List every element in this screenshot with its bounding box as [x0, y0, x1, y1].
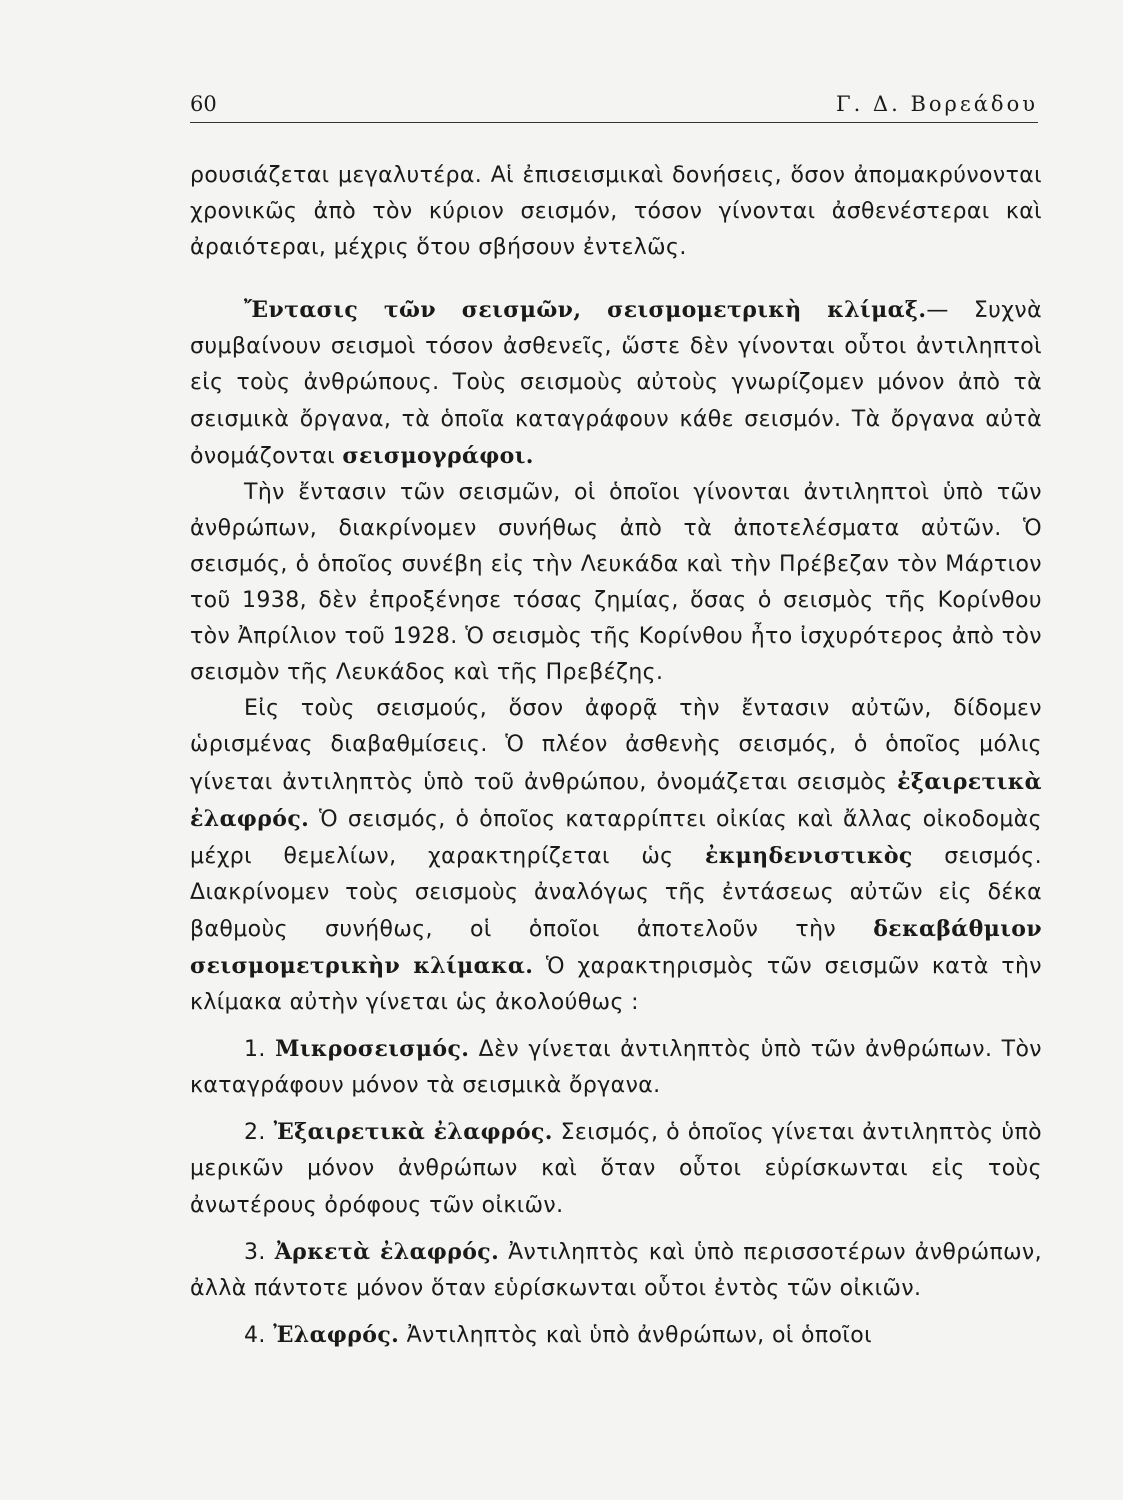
- text-run: Ὁ χαρακτηρισμὸς τῶν σεισμῶν κατὰ τὴν κλίμακα αὐτὴν γίνεται ὡς ἀκολούθως :: [190, 953, 1042, 1016]
- text-run: 1.: [244, 1037, 276, 1063]
- text-run: 4.: [244, 1322, 274, 1348]
- list-item: [190, 1114, 1042, 1223]
- text-run: Τὴν ἔντασιν τῶν σεισμῶν, οἱ ὁποῖοι γίνονται ἀντιληπτοὶ ὑπὸ τῶν ἀνθρώπων, διακρίνομεν συνήθως ἀπὸ τὰ ἀποτελέσματα αὐτῶν. Ὁ σεισμός, ὁ ὁποῖος συνέβη εἰς τὴν Λευκάδα καὶ τὴν Πρέβεζαν τὸν Μάρτιον τοῦ 1938, δὲν ἐπροξένησε τόσας ζημίας, ὅσας ὁ σεισμὸς τῆς Κορίνθου τὸν Ἀπρίλιον τοῦ 1928. Ὁ σεισμὸς τῆς Κορίνθου ἦτο ἰσχυρότερος ἀπὸ τὸν σεισμὸν τῆς Λευκάδος καὶ τῆς Πρεβέζης.: [190, 479, 1042, 686]
- paragraph: [190, 691, 1042, 1021]
- running-title: Γ. Δ. Βορεάδου: [836, 92, 1038, 116]
- text-run: — Συχνὰ συμβαίνουν σεισμοὶ τόσον ἀσθενεῖς, ὥστε δὲν γίνονται οὗτοι ἀντιληπτοὶ εἰς τοὺς ἀνθρώπους. Τοὺς σεισμοὺς αὐτοὺς γνωρίζομεν μόνον ἀπὸ τὰ σεισμικὰ ὄργανα, τὰ ὁποῖα καταγράφουν κάθε σεισμόν. Τὰ ὄργανα αὐτὰ ὀνομάζονται: [190, 298, 1042, 469]
- bold-text-run: σεισμογράφοι.: [342, 442, 534, 469]
- text-run: 2.: [244, 1120, 274, 1146]
- bold-text-run: Ἐξαιρετικὰ ἐλαφρός.: [273, 1119, 553, 1146]
- bold-text-run: Ἀρκετὰ ἐλαφρός.: [274, 1238, 500, 1265]
- page-body: [190, 158, 1042, 1354]
- paragraph: [190, 475, 1042, 692]
- page-header: [190, 92, 1038, 123]
- bold-text-run: Μικροσεισμός.: [275, 1036, 470, 1063]
- bold-text-run: Ἐλαφρός.: [273, 1321, 400, 1348]
- list-item: [190, 1234, 1042, 1307]
- text-run: Δὲν γίνεται ἀντιληπτὸς ὑπὸ τῶν ἀνθρώπων. Τὸν καταγράφουν μόνον τὰ σεισμικὰ ὄργανα.: [190, 1037, 1042, 1099]
- bold-text-run: Ἔντασις τῶν σεισμῶν, σεισμομετρικὴ κλίμαξ.: [244, 297, 927, 324]
- text-run: Εἰς τοὺς σεισμούς, ὅσον ἀφορᾷ τὴν ἔντασιν αὐτῶν, δίδομεν ὡρισμένας διαβαθμίσεις. Ὁ πλέον ἀσθενὴς σεισμός, ὁ ὁποῖος μόλις γίνεται ἀντιληπτὸς ὑπὸ τοῦ ἀνθρώπου, ὀνομάζεται σεισμὸς: [190, 696, 1042, 795]
- text-run: Ὁ σεισμός, ὁ ὁποῖος καταρρίπτει οἰκίας καὶ ἄλλας οἰκοδομὰς μέχρι θεμελίων, χαρακτηρίζεται ὡς: [190, 806, 1042, 869]
- text-run: Ἀντιληπτὸς καὶ ὑπὸ περισσοτέρων ἀνθρώπων, ἀλλὰ πάντοτε μόνον ὅταν εὑρίσκωνται οὗτοι ἐντὸς τῶν οἰκιῶν.: [190, 1239, 1042, 1301]
- bold-text-run: ἐξαιρετικὰ ἐλαφρός.: [190, 768, 1042, 832]
- bold-text-run: ἐκμηδενιστικὸς: [704, 842, 913, 869]
- list-item: [190, 1031, 1042, 1104]
- section-heading-paragraph: [190, 292, 1042, 474]
- list-item: [190, 1317, 1042, 1354]
- paragraph: [190, 158, 1042, 266]
- text-run: ρουσιάζεται μεγαλυτέρα. Αἱ ἐπισεισμικαὶ δονήσεις, ὅσον ἀπομακρύνονται χρονικῶς ἀπὸ τὸν κύριον σεισμόν, τόσον γίνονται ἀσθενέστεραι καὶ ἀραιότεραι, μέχρις ὅτου σβήσουν ἐντελῶς.: [190, 163, 1042, 261]
- text-run: σεισμός. Διακρίνομεν τοὺς σεισμοὺς ἀναλόγως τῆς ἐντάσεως αὐτῶν εἰς δέκα βαθμοὺς συνήθως, οἱ ὁποῖοι ἀποτελοῦν τὴν: [190, 843, 1042, 942]
- text-run: Σεισμός, ὁ ὁποῖος γίνεται ἀντιληπτὸς ὑπὸ μερικῶν μόνον ἀνθρώπων καὶ ὅταν οὗτοι εὑρίσκωνται εἰς τοὺς ἀνωτέρους ὀρόφους τῶν οἰκιῶν.: [190, 1120, 1043, 1218]
- bold-text-run: δεκαβάθμιον σεισμομετρικὴν κλίμακα.: [190, 915, 1042, 979]
- page-number: 60: [190, 92, 217, 116]
- text-run: Ἀντιληπτὸς καὶ ὑπὸ ἀνθρώπων, οἱ ὁποῖοι: [399, 1322, 872, 1348]
- text-run: 3.: [244, 1239, 275, 1265]
